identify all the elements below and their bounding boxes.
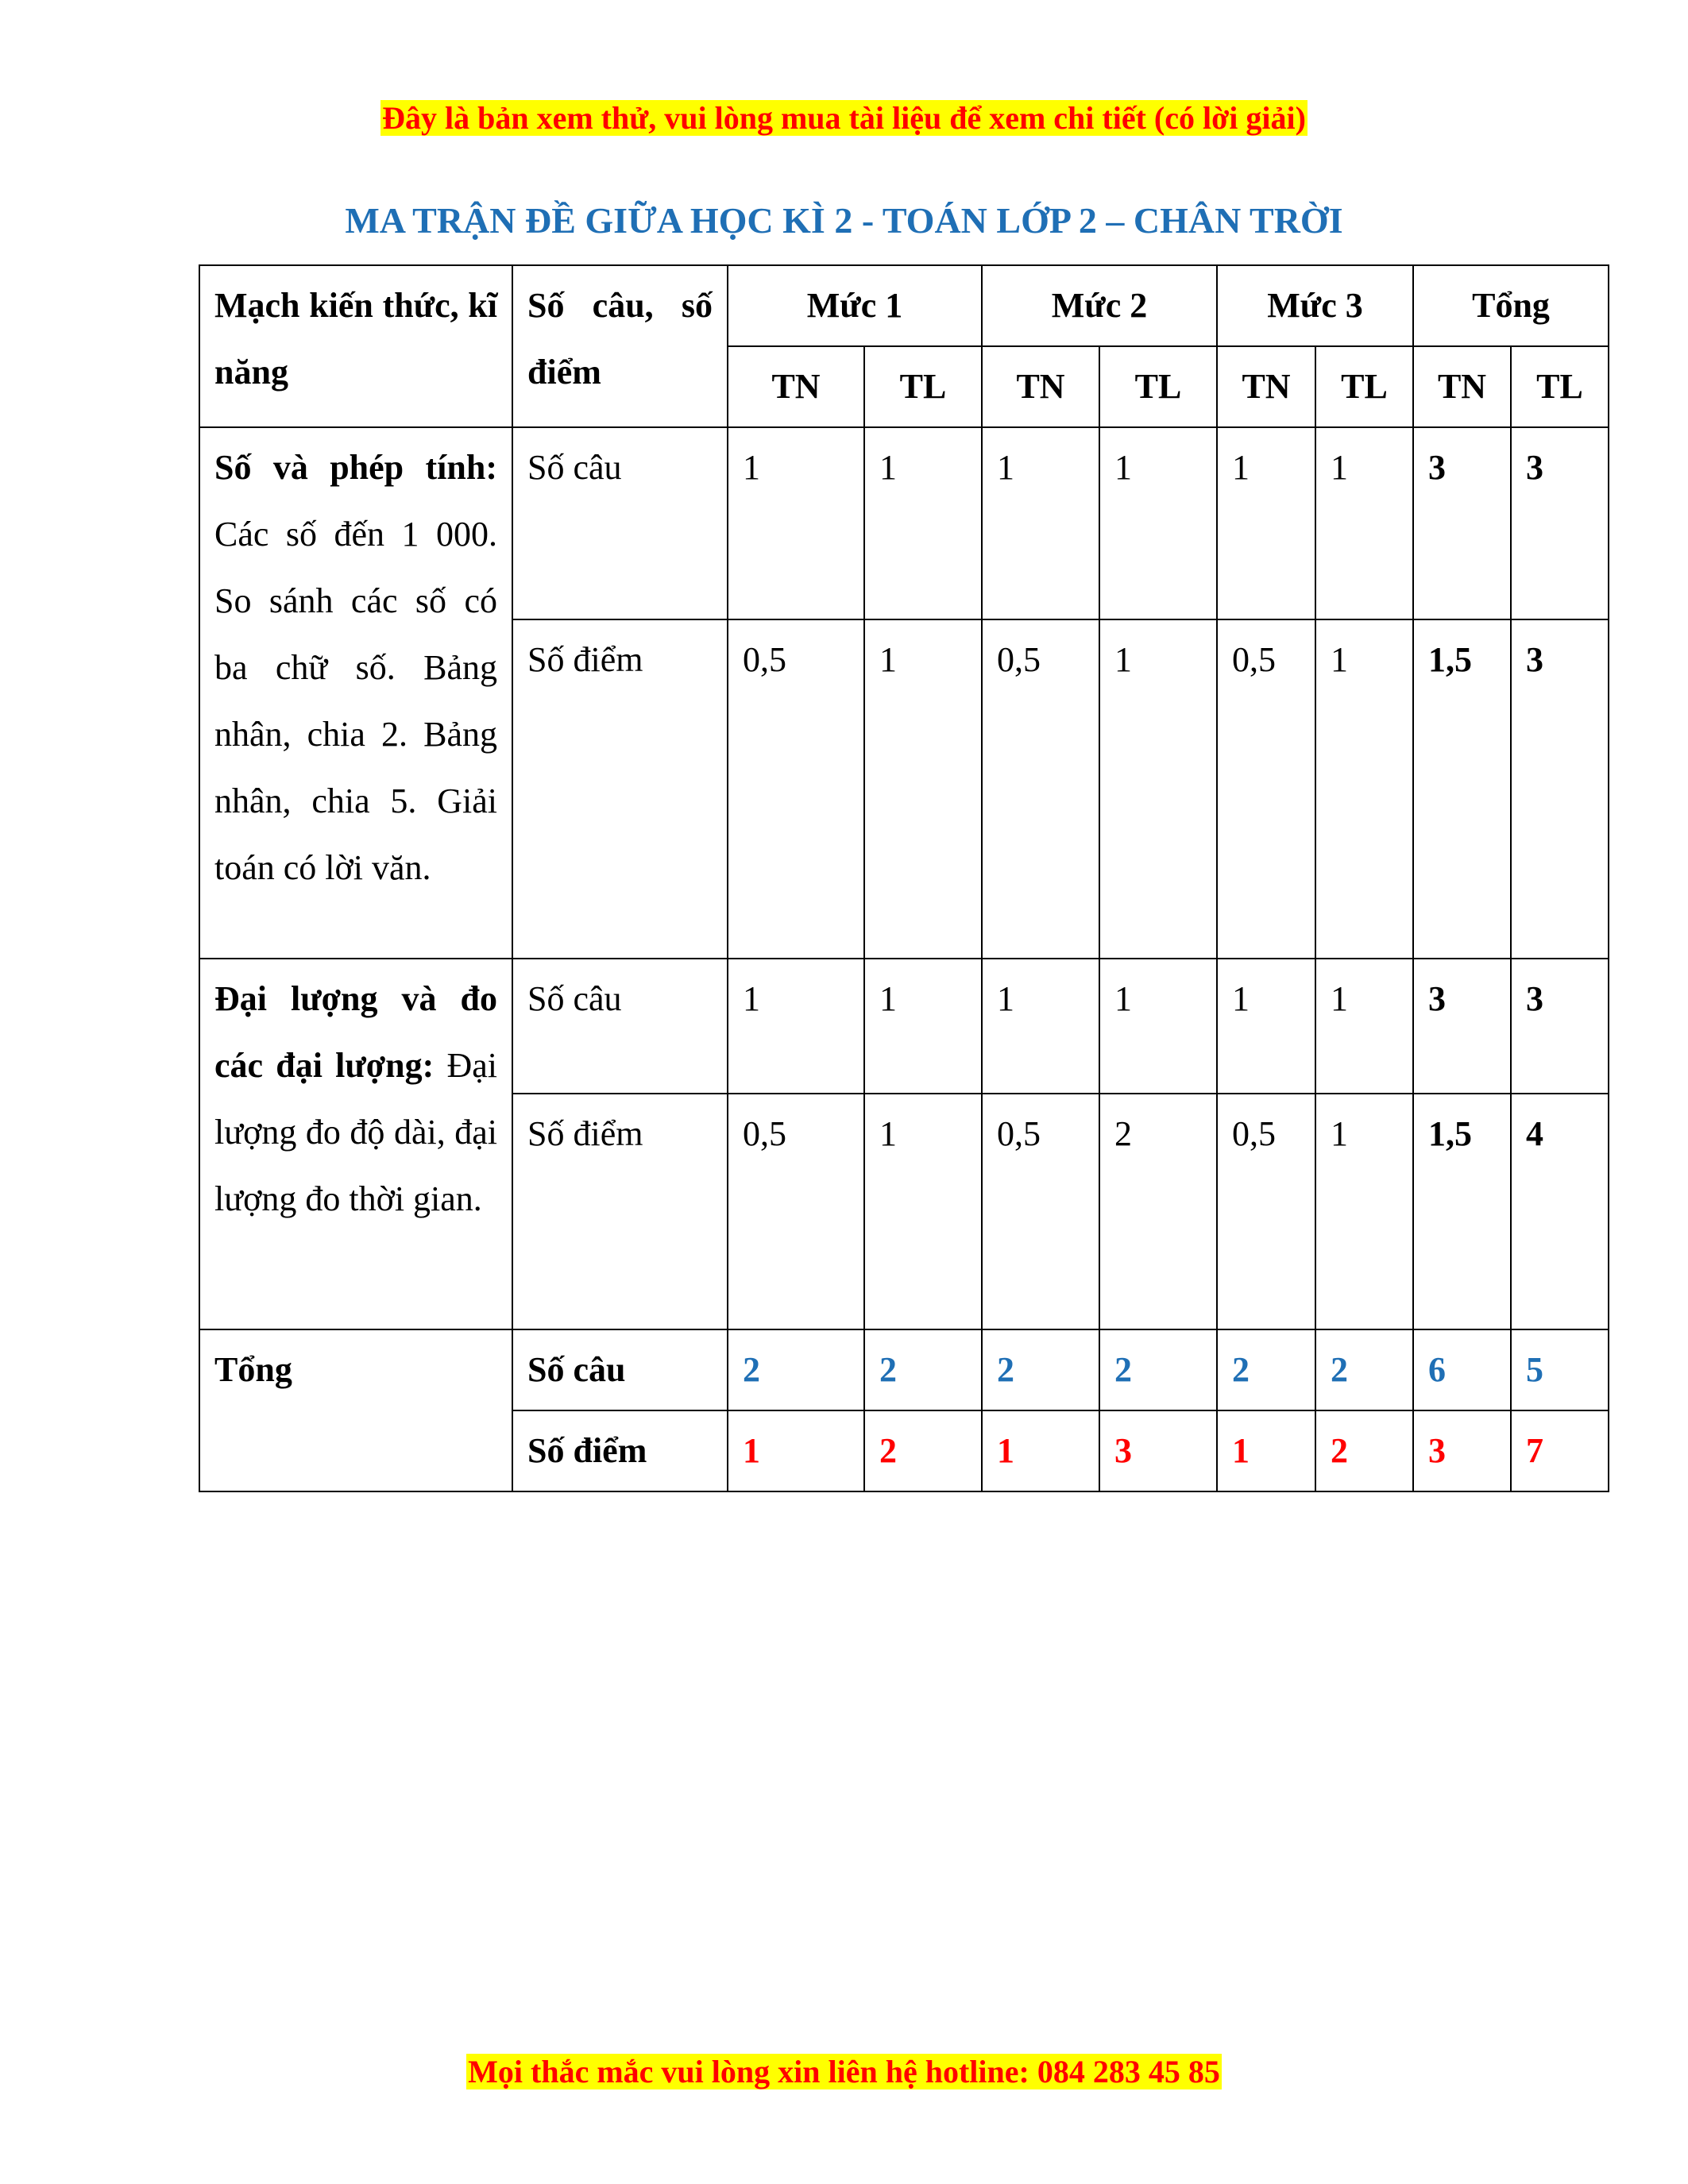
total-cell: 3	[1511, 959, 1609, 1094]
total-count-cell: 2	[982, 1329, 1099, 1410]
row-label: Số câu	[512, 959, 728, 1094]
total-score-cell: 1	[982, 1410, 1099, 1491]
topic-cell	[199, 959, 512, 1329]
table-cell: 1	[1315, 1094, 1413, 1329]
table-cell: 1	[864, 959, 982, 1094]
table-cell: 1	[1099, 427, 1217, 619]
row-label: Số câu	[512, 427, 728, 619]
header-tl: TL	[1511, 346, 1609, 427]
table-cell: 1	[864, 619, 982, 959]
total-count-cell: 2	[1315, 1329, 1413, 1410]
total-count-cell: 6	[1413, 1329, 1511, 1410]
total-score-cell: 3	[1099, 1410, 1217, 1491]
hotline-text: Mọi thắc mắc vui lòng xin liên hệ hotline: 084 283 45 85	[468, 2054, 1220, 2089]
topic-description: Các số đến 1 000. So sánh các số có ba chữ số. Bảng nhân, chia 2. Bảng nhân, chia 5. Giải toán có lời văn.	[214, 515, 497, 887]
preview-notice-banner	[0, 99, 1688, 137]
table-cell: 0,5	[982, 1094, 1099, 1329]
total-score-cell: 1	[1217, 1410, 1315, 1491]
topic-cell	[199, 427, 512, 959]
header-tl: TL	[1099, 346, 1217, 427]
table-cell: 1	[1099, 619, 1217, 959]
topic-description: Đại lượng đo độ dài, đại lượng đo thời gian.	[214, 1046, 497, 1218]
header-tl: TL	[1315, 346, 1413, 427]
topic-heading: Đại lượng và đo các đại lượng:	[214, 979, 497, 1085]
total-cell: 1,5	[1413, 1094, 1511, 1329]
header-tn: TN	[1217, 346, 1315, 427]
total-cell: 3	[1511, 619, 1609, 959]
table-cell: 2	[1099, 1094, 1217, 1329]
total-count-cell: 2	[864, 1329, 982, 1410]
table-cell: 0,5	[1217, 1094, 1315, 1329]
table-cell: 1	[728, 959, 864, 1094]
table-cell: 0,5	[982, 619, 1099, 959]
total-score-cell: 2	[1315, 1410, 1413, 1491]
table-cell: 1	[982, 959, 1099, 1094]
matrix-table	[199, 264, 1609, 1492]
topic-heading: Số và phép tính:	[214, 448, 497, 487]
table-cell: 1	[728, 427, 864, 619]
table-cell: 1	[1315, 427, 1413, 619]
table-cell: 1	[1217, 427, 1315, 619]
row-label: Số điểm	[512, 1410, 728, 1491]
table-cell: 0,5	[728, 1094, 864, 1329]
table-row	[199, 959, 1609, 1094]
table-cell: 1	[864, 1094, 982, 1329]
table-cell: 1	[1217, 959, 1315, 1094]
preview-notice-text: Đây là bản xem thử, vui lòng mua tài liệu để xem chi tiết (có lời giải)	[382, 100, 1306, 136]
header-tn: TN	[728, 346, 864, 427]
total-cell: 3	[1511, 427, 1609, 619]
table-cell: 1	[1315, 619, 1413, 959]
header-tn: TN	[1413, 346, 1511, 427]
header-count-score: Số câu, số điểm	[512, 265, 728, 427]
total-score-cell: 3	[1413, 1410, 1511, 1491]
total-label: Tổng	[199, 1329, 512, 1491]
table-cell: 0,5	[1217, 619, 1315, 959]
row-label: Số điểm	[512, 1094, 728, 1329]
header-tl: TL	[864, 346, 982, 427]
total-count-cell: 2	[728, 1329, 864, 1410]
header-row-1	[199, 265, 1609, 346]
header-level-2: Mức 2	[982, 265, 1217, 346]
total-cell: 4	[1511, 1094, 1609, 1329]
total-score-cell: 1	[728, 1410, 864, 1491]
header-knowledge: Mạch kiến thức, kĩ năng	[199, 265, 512, 427]
table-cell: 1	[864, 427, 982, 619]
header-level-1: Mức 1	[728, 265, 982, 346]
total-score-cell: 2	[864, 1410, 982, 1491]
table-cell: 0,5	[728, 619, 864, 959]
header-level-3: Mức 3	[1217, 265, 1413, 346]
total-cell: 3	[1413, 427, 1511, 619]
total-count-cell: 5	[1511, 1329, 1609, 1410]
total-cell: 3	[1413, 959, 1511, 1094]
table-cell: 1	[1099, 959, 1217, 1094]
hotline-banner	[0, 2053, 1688, 2091]
total-row	[199, 1329, 1609, 1410]
header-tn: TN	[982, 346, 1099, 427]
row-label: Số câu	[512, 1329, 728, 1410]
total-count-cell: 2	[1217, 1329, 1315, 1410]
total-count-cell: 2	[1099, 1329, 1217, 1410]
total-cell: 1,5	[1413, 619, 1511, 959]
table-row	[199, 427, 1609, 619]
table-cell: 1	[1315, 959, 1413, 1094]
page-title: MA TRẬN ĐỀ GIỮA HỌC KÌ 2 - TOÁN LỚP 2 – CHÂN TRỜI	[345, 200, 1343, 241]
header-total: Tổng	[1413, 265, 1609, 346]
row-label: Số điểm	[512, 619, 728, 959]
table-cell: 1	[982, 427, 1099, 619]
total-score-cell: 7	[1511, 1410, 1609, 1491]
